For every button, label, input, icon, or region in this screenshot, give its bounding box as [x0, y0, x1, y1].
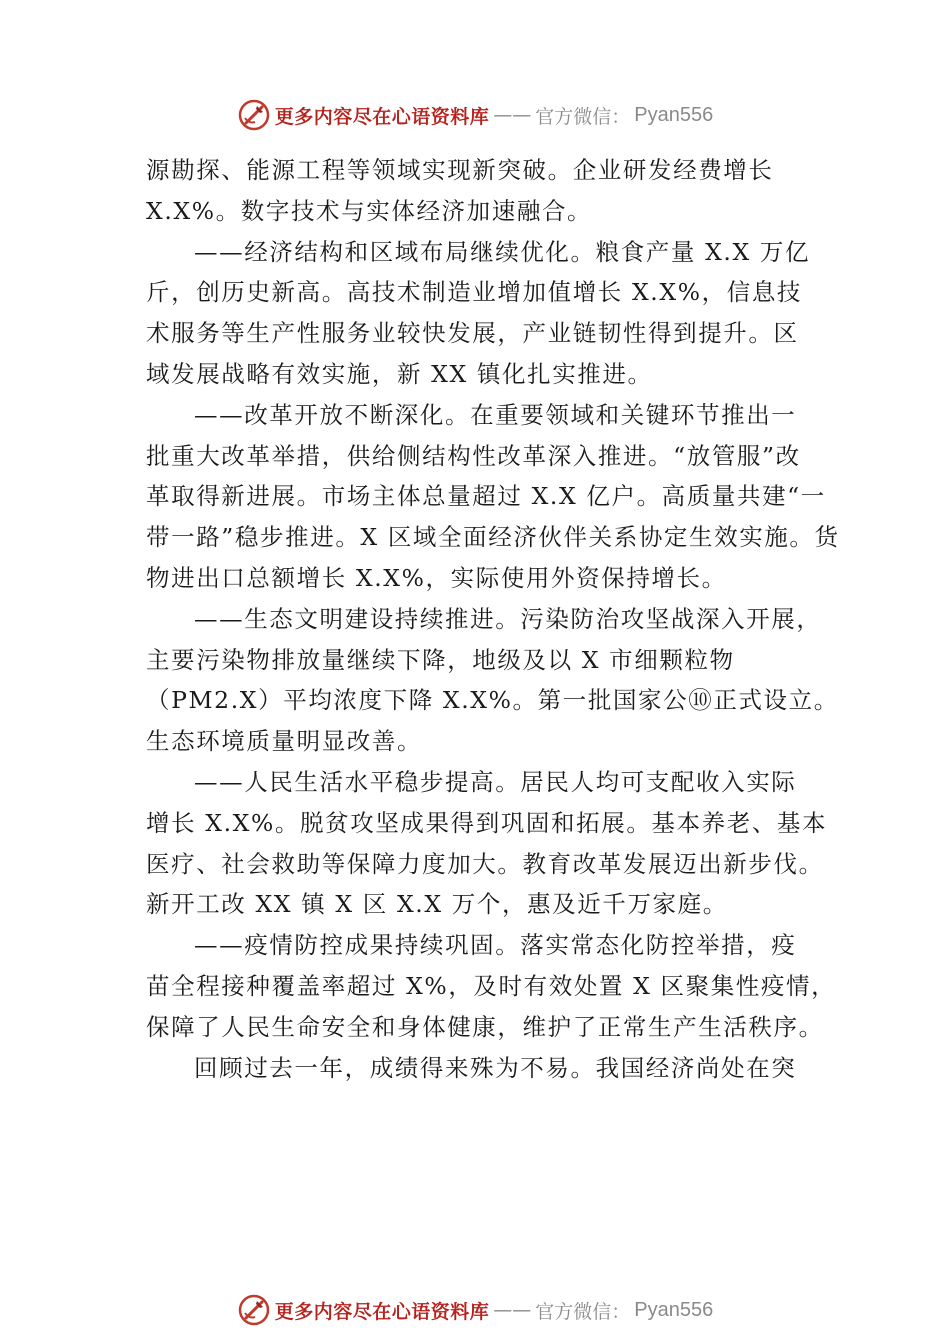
- wechat-id: Pyan556: [634, 103, 714, 126]
- header-watermark: [0, 95, 950, 135]
- pen-seal-logo-icon: [237, 98, 271, 132]
- text-line: 物进出口总额增长 X.X%，实际使用外资保持增长。: [146, 563, 727, 592]
- wechat-label: 官方微信：: [535, 1300, 631, 1323]
- text-line: （PM2.X）平均浓度下降 X.X%。第一批国家公⑩正式设立。: [146, 686, 839, 715]
- wechat-label: 官方微信：: [535, 105, 631, 128]
- text-line: 域发展战略有效实施，新 XX 镇化扎实推进。: [146, 359, 653, 388]
- text-line: 苗全程接种覆盖率超过 X%，及时有效处置 X 区聚集性疫情，: [146, 971, 837, 1000]
- text-line: 革取得新进展。市场主体总量超过 X.X 亿户。高质量共建“一: [146, 482, 826, 511]
- text-line: ——改革开放不断深化。在重要领域和关键环节推出一: [194, 400, 797, 429]
- text-line: 源勘探、能源工程等领域实现新突破。企业研发经费增长: [146, 156, 774, 184]
- text-line: 增长 X.X%。脱贫攻坚成果得到巩固和拓展。基本养老、基本: [146, 808, 828, 837]
- text-line: 新开工改 XX 镇 X 区 X.X 万个，惠及近千万家庭。: [146, 890, 728, 919]
- text-line: 保障了人民生命安全和身体健康，维护了正常生产生活秩序。: [146, 1012, 824, 1041]
- text-line: ——人民生活水平稳步提高。居民人均可支配收入实际: [194, 767, 797, 796]
- text-line: 带一路”稳步推进。X 区域全面经济伙伴关系协定生效实施。货: [146, 523, 840, 552]
- document-body: [146, 150, 840, 1088]
- text-line: 批重大改革举措，供给侧结构性改革深入推进。“放管服”改: [146, 441, 801, 470]
- text-line: ——生态文明建设持续推进。污染防治攻坚战深入开展，: [194, 604, 822, 633]
- text-line: 医疗、社会救助等保障力度加大。教育改革发展迈出新步伐。: [146, 849, 824, 878]
- banner-separator: ——: [493, 1299, 532, 1321]
- text-line: 主要污染物排放量继续下降，地级及以 X 市细颗粒物: [146, 645, 735, 674]
- banner-separator: ——: [493, 104, 532, 126]
- text-line: ——疫情防控成果持续巩固。落实常态化防控举措，疫: [194, 931, 797, 960]
- text-line: 回顾过去一年，成绩得来殊为不易。我国经济尚处在突: [194, 1053, 797, 1082]
- text-line: 术服务等生产性服务业较快发展，产业链韧性得到提升。区: [146, 319, 799, 348]
- brand-text: 更多内容尽在心语资料库: [274, 105, 490, 128]
- text-line: ——经济结构和区域布局继续优化。粮食产量 X.X 万亿: [194, 237, 811, 266]
- text-line: X.X%。数字技术与实体经济加速融合。: [146, 196, 593, 225]
- pen-seal-logo-icon: [237, 1293, 271, 1327]
- text-line: 生态环境质量明显改善。: [146, 727, 423, 756]
- footer-watermark: [0, 1290, 950, 1330]
- text-line: 斤，创历史新高。高技术制造业增加值增长 X.X%，信息技: [146, 278, 803, 307]
- brand-text: 更多内容尽在心语资料库: [274, 1300, 490, 1323]
- wechat-id: Pyan556: [634, 1298, 714, 1321]
